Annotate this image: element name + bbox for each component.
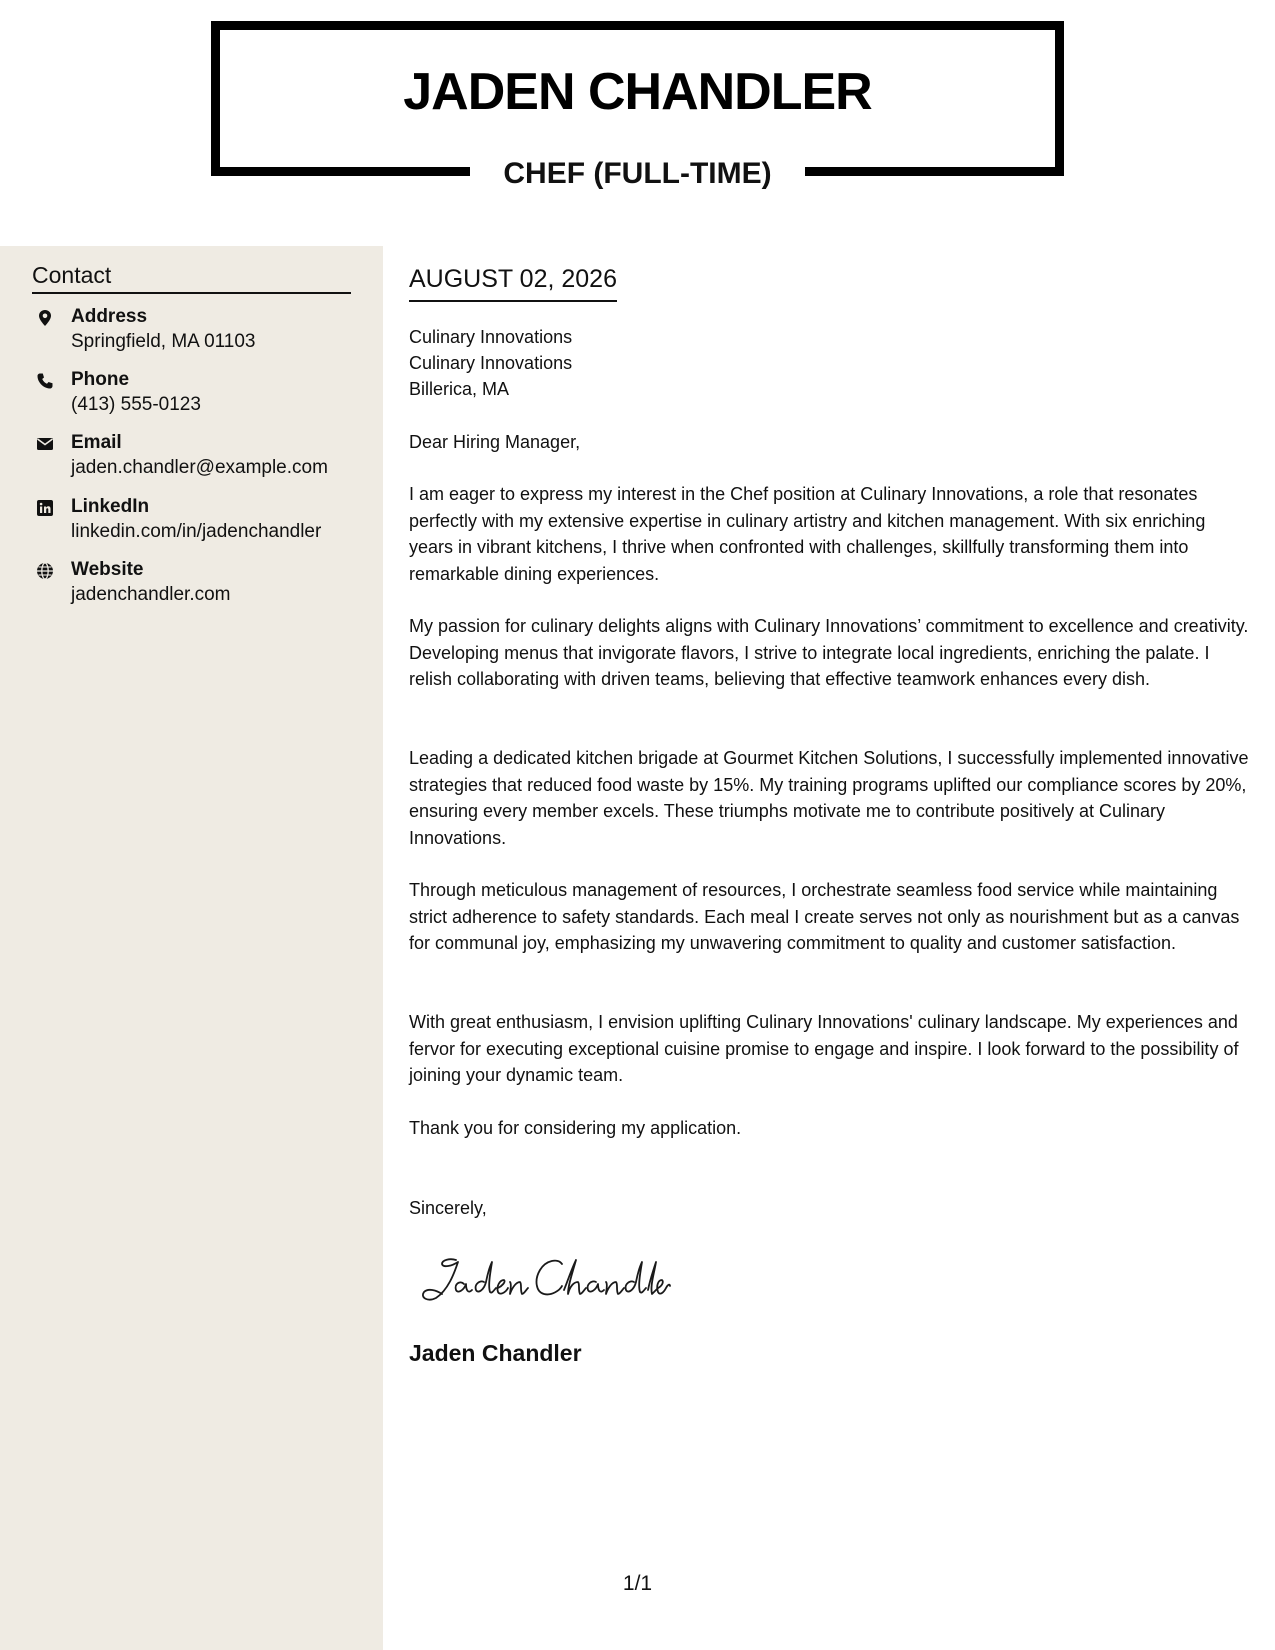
recipient-line: Billerica, MA xyxy=(409,379,510,399)
contact-label-email: Email xyxy=(71,432,122,453)
job-title: CHEF (FULL-TIME) xyxy=(503,157,772,190)
signer-name: Jaden Chandler xyxy=(409,1340,582,1366)
contact-value-email[interactable]: jaden.chandler@example.com xyxy=(71,457,328,478)
contact-value-phone: (413) 555-0123 xyxy=(71,394,201,415)
body-paragraph: Leading a dedicated kitchen brigade at Gourmet Kitchen Solutions, I successfully implemented innovative strategies that reduced food waste by 15%. My training programs uplifted our compliance scores by 20%, ensuring every member excels. These triumphs motivate me to contribute positively at Culinary Innovations. xyxy=(409,748,1249,848)
body-paragraph: With great enthusiasm, I envision uplifting Culinary Innovations' culinary landscape. My experiences and fervor for executing exceptional cuisine promise to engage and inspire. I look forward to the possibility of joining your dynamic team. xyxy=(409,1012,1239,1085)
contact-heading: Contact xyxy=(32,262,112,288)
contact-value-website[interactable]: jadenchandler.com xyxy=(71,584,231,605)
contact-divider xyxy=(32,292,351,294)
location-pin-icon xyxy=(36,309,54,327)
globe-icon xyxy=(36,562,54,580)
contact-label-linkedin: LinkedIn xyxy=(71,496,150,517)
contact-value-address: Springfield, MA 01103 xyxy=(71,331,256,352)
page-number: 1/1 xyxy=(622,1572,653,1595)
phone-icon xyxy=(36,372,54,390)
body-paragraph: Thank you for considering my application. xyxy=(409,1118,742,1138)
letter-date: AUGUST 02, 2026 xyxy=(409,265,617,302)
body-paragraph: My passion for culinary delights aligns with Culinary Innovations’ commitment to excellence and creativity. Developing menus that invigorate flavors, I strive to integrate local ingredients, enriching the palate. I relish collaborating with driven teams, believing that effective teamwork enhances every dish. xyxy=(409,616,1249,689)
handwritten-signature xyxy=(412,1250,672,1310)
body-paragraph: I am eager to express my interest in the Chef position at Culinary Innovations, a role that resonates perfectly with my extensive expertise in culinary artistry and kitchen management. With six enriching years in vibrant kitchens, I thrive when confronted with challenges, skillfully transforming them into remarkable dining experiences. xyxy=(409,484,1206,584)
recipient-line: Culinary Innovations xyxy=(409,353,573,373)
contact-label-website: Website xyxy=(71,559,144,580)
recipient-line: Culinary Innovations xyxy=(409,327,573,347)
contact-label-phone: Phone xyxy=(71,369,130,390)
envelope-icon xyxy=(36,435,54,453)
applicant-name: JADEN CHANDLER xyxy=(403,63,872,121)
job-title-container xyxy=(470,150,805,198)
contact-value-linkedin[interactable]: linkedin.com/in/jadenchandler xyxy=(71,521,322,542)
recipient-block xyxy=(409,324,572,402)
body-paragraph: Through meticulous management of resources, I orchestrate seamless food service while maintaining strict adherence to safety standards. Each meal I create serves not only as nourishment but as a canvas for communal joy, emphasizing my unwavering commitment to quality and customer satisfaction. xyxy=(409,880,1240,953)
linkedin-icon xyxy=(36,499,54,517)
salutation: Dear Hiring Manager, xyxy=(409,432,581,452)
contact-label-address: Address xyxy=(71,306,148,327)
closing: Sincerely, xyxy=(409,1198,487,1218)
